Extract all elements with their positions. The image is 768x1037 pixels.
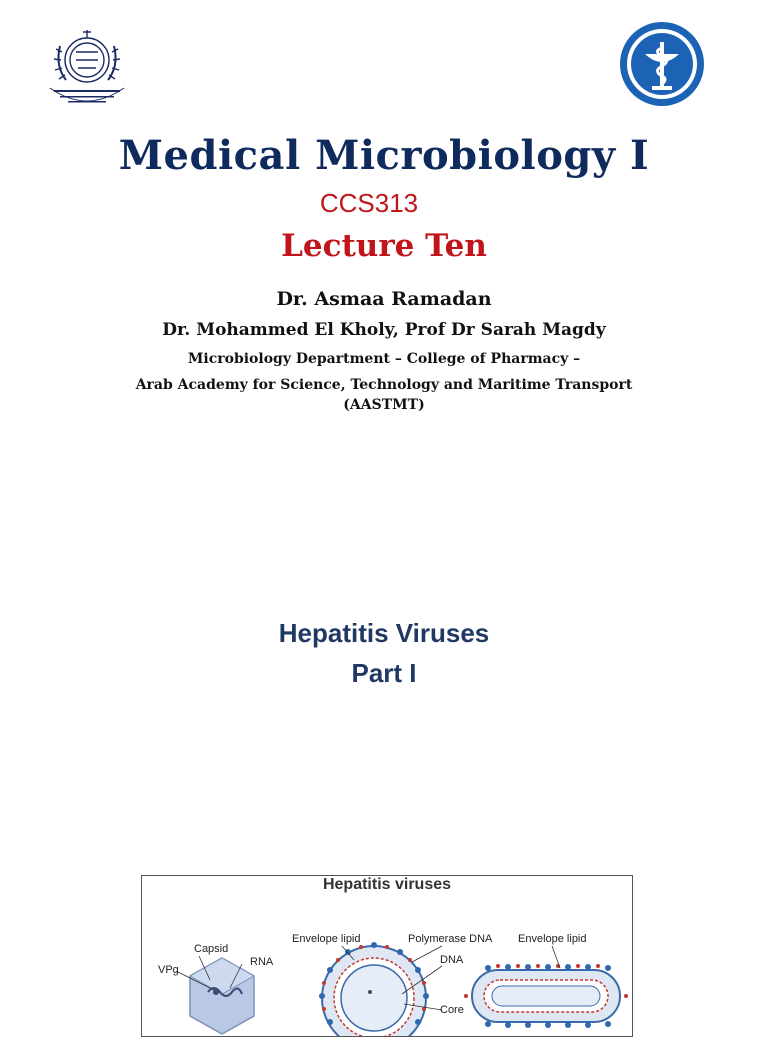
figure-title: Hepatitis viruses <box>322 876 452 893</box>
pharmacy-caduceus-icon <box>618 20 706 108</box>
capsid-virus-drawing <box>176 956 254 1034</box>
topic-title: Hepatitis Viruses <box>278 618 490 648</box>
hepatitis-virus-figure <box>141 875 633 1037</box>
label-polymerase-dna: Polymerase DNA <box>408 933 493 945</box>
label-rna: RNA <box>250 956 274 968</box>
label-capsid: Capsid <box>194 943 229 955</box>
institution-abbreviation: (AASTMT) <box>343 397 425 413</box>
department-line: Microbiology Department – College of Pharmacy – <box>187 351 581 367</box>
topic-part: Part I <box>351 658 417 688</box>
filamentous-virus-drawing <box>464 946 628 1028</box>
course-code: CCS313 <box>319 188 419 218</box>
secondary-authors: Dr. Mohammed El Kholy, Prof Dr Sarah Magdy <box>162 320 606 340</box>
institution-line: Arab Academy for Science, Technology and Maritime Transport <box>135 377 633 393</box>
academy-emblem-icon <box>40 22 134 112</box>
label-core: Core <box>440 1004 464 1016</box>
course-title: Medical Microbiology I <box>118 132 650 179</box>
primary-author: Dr. Asmaa Ramadan <box>276 288 492 310</box>
label-envelope-lipid-left: Envelope lipid <box>292 933 361 945</box>
label-vpg: VPg <box>158 964 179 976</box>
virus-diagram <box>142 876 632 1036</box>
label-envelope-lipid-right: Envelope lipid <box>518 933 587 945</box>
lecture-number: Lecture Ten <box>281 228 487 264</box>
enveloped-sphere-drawing <box>319 942 442 1036</box>
label-dna: DNA <box>440 954 464 966</box>
